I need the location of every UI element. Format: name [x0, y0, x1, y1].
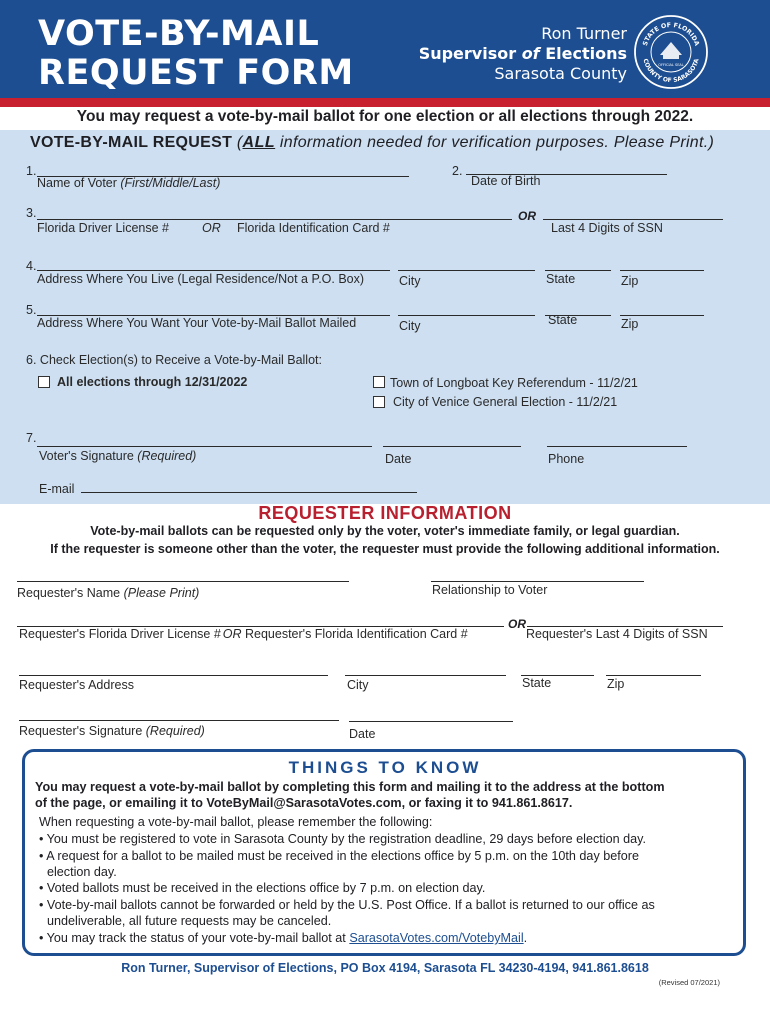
email-field[interactable] [81, 492, 417, 493]
requester-or-separator: OR [508, 617, 526, 631]
requester-zip-field[interactable] [606, 675, 701, 676]
things-to-know-lead-2: of the page, or emailing it to VoteByMail@SarasotaVotes.com, or faxing it to 941.861.8617. [35, 796, 573, 810]
requester-address-label: Requester's Address [19, 678, 134, 692]
bullet-voted-ballots: • Voted ballots must be received in the elections office by 7 p.m. on election day. [39, 881, 486, 895]
residence-state-field[interactable] [545, 270, 611, 271]
voter-signature-field[interactable] [37, 446, 372, 447]
bullet-forwarding-cont: undeliverable, all future requests may be canceled. [47, 914, 332, 928]
all-elections-checkbox[interactable] [38, 376, 50, 388]
residence-state-label: State [546, 272, 576, 286]
county-seal-icon [633, 14, 709, 90]
venice-election-checkbox[interactable] [373, 396, 385, 408]
or-separator: OR [518, 209, 536, 223]
track-ballot-link[interactable]: SarasotaVotes.com/VotebyMail [349, 931, 524, 945]
residence-city-field[interactable] [398, 270, 535, 271]
relationship-field[interactable] [431, 581, 644, 582]
elections-label: 6. Check Election(s) to Receive a Vote-by-Mail Ballot: [26, 353, 322, 367]
relationship-label: Relationship to Voter [432, 583, 548, 597]
bullet-track-status: • You may track the status of your vote-by-mail ballot at SarasotaVotes.com/VotebyMail. [39, 931, 528, 945]
bullet-request-deadline-cont: election day. [47, 865, 117, 879]
requester-city-label: City [347, 678, 369, 692]
mailing-address-label: Address Where You Want Your Vote-by-Mail Ballot Mailed [37, 316, 357, 330]
requester-zip-label: Zip [607, 677, 625, 691]
longboat-referendum-checkbox[interactable] [373, 376, 385, 388]
mailing-zip-label: Zip [621, 317, 639, 331]
voter-date-field[interactable] [383, 446, 521, 447]
phone-field[interactable] [547, 446, 687, 447]
mailing-state-label: State [548, 313, 578, 327]
svg-text:OFFICIAL SEAL: OFFICIAL SEAL [658, 63, 684, 67]
license-or-id-field[interactable] [37, 219, 512, 220]
requester-license-label: Requester's Florida Driver License # OR Requester's Florida Identification Card # [19, 627, 468, 641]
county-name: Sarasota County [494, 64, 627, 83]
voter-name-label: Name of Voter (First/Middle/Last) [37, 176, 221, 190]
florida-id-label: Florida Identification Card # [237, 221, 390, 235]
requester-address-field[interactable] [19, 675, 328, 676]
ssn-field[interactable] [543, 219, 723, 220]
venice-election-label: City of Venice General Election - 11/2/21 [393, 395, 618, 409]
bullet-registration: • You must be registered to vote in Sarasota County by the registration deadline, 29 days before election day. [39, 832, 646, 846]
mailing-zip-field[interactable] [620, 315, 704, 316]
footer-address: Ron Turner, Supervisor of Elections, PO Box 4194, Sarasota FL 34230-4194, 941.861.8618 [121, 961, 649, 975]
requester-state-label: State [522, 676, 552, 690]
requester-heading: REQUESTER INFORMATION [258, 503, 512, 523]
field-number-4: 4. [26, 259, 37, 273]
field-number-3: 3. [26, 206, 37, 220]
requester-signature-field[interactable] [19, 720, 339, 721]
things-to-know-lead-1: You may request a vote-by-mail ballot by completing this form and mailing it to the address at the bottom [35, 780, 665, 794]
svg-text:COUNTY OF SARASOTA: COUNTY OF SARASOTA [641, 57, 701, 85]
revision-date: (Revised 07/2021) [658, 978, 720, 987]
bullet-forwarding: • Vote-by-mail ballots cannot be forwarded or held by the U.S. Post Office. If a ballot is returned to our office as [39, 898, 655, 912]
residence-address-field[interactable] [37, 270, 390, 271]
driver-license-label: Florida Driver License # [37, 221, 169, 235]
header-red-stripe [0, 98, 770, 107]
field-number-5: 5. [26, 303, 37, 317]
requester-note-1: Vote-by-mail ballots can be requested only by the voter, voter's immediate family, or legal guardian. [90, 524, 680, 538]
ssn-label: Last 4 Digits of SSN [551, 221, 663, 235]
things-to-know-intro: When requesting a vote-by-mail ballot, please remember the following: [39, 815, 433, 829]
phone-label: Phone [548, 452, 585, 466]
supervisor-name: Ron Turner [541, 24, 627, 43]
residence-zip-field[interactable] [620, 270, 704, 271]
requester-name-label: Requester's Name (Please Print) [17, 586, 200, 600]
request-section-heading: VOTE-BY-MAIL REQUEST (ALL information needed for verification purposes. Please Print.) [30, 134, 715, 151]
all-elections-label: All elections through 12/31/2022 [57, 375, 248, 389]
intro-text: You may request a vote-by-mail ballot for one election or all elections through 2022. [76, 108, 694, 125]
residence-address-label: Address Where You Live (Legal Residence/Not a P.O. Box) [37, 272, 365, 286]
field-number-2: 2. [452, 164, 463, 178]
date-of-birth-label: Date of Birth [471, 174, 541, 188]
form-title-line1: VOTE-BY-MAIL [38, 14, 320, 54]
voter-signature-label: Voter's Signature (Required) [39, 449, 197, 463]
requester-note-2: If the requester is someone other than the voter, the requester must provide the following additional information. [50, 542, 720, 556]
things-to-know-heading: THINGS TO KNOW [288, 758, 482, 777]
longboat-referendum-label: Town of Longboat Key Referendum - 11/2/21 [390, 376, 638, 390]
bullet-request-deadline: • A request for a ballot to be mailed must be received in the elections office by 5 p.m. on the 10th day before [39, 849, 639, 863]
email-label: E-mail [39, 482, 75, 496]
residence-city-label: City [399, 274, 421, 288]
requester-date-field[interactable] [349, 721, 513, 722]
mailing-city-label: City [399, 319, 421, 333]
requester-name-field[interactable] [17, 581, 349, 582]
voter-date-label: Date [385, 452, 412, 466]
form-title-line2: REQUEST FORM [38, 53, 354, 93]
or-label: OR [202, 221, 221, 235]
requester-date-label: Date [349, 727, 376, 741]
requester-city-field[interactable] [345, 675, 506, 676]
requester-signature-label: Requester's Signature (Required) [19, 724, 205, 738]
svg-text:STATE OF FLORIDA: STATE OF FLORIDA [641, 21, 701, 47]
field-number-1: 1. [26, 164, 37, 178]
residence-zip-label: Zip [621, 274, 639, 288]
field-number-7: 7. [26, 431, 37, 445]
requester-ssn-label: Requester's Last 4 Digits of SSN [526, 627, 708, 641]
mailing-city-field[interactable] [398, 315, 535, 316]
supervisor-title: Supervisor of Elections [418, 44, 627, 63]
